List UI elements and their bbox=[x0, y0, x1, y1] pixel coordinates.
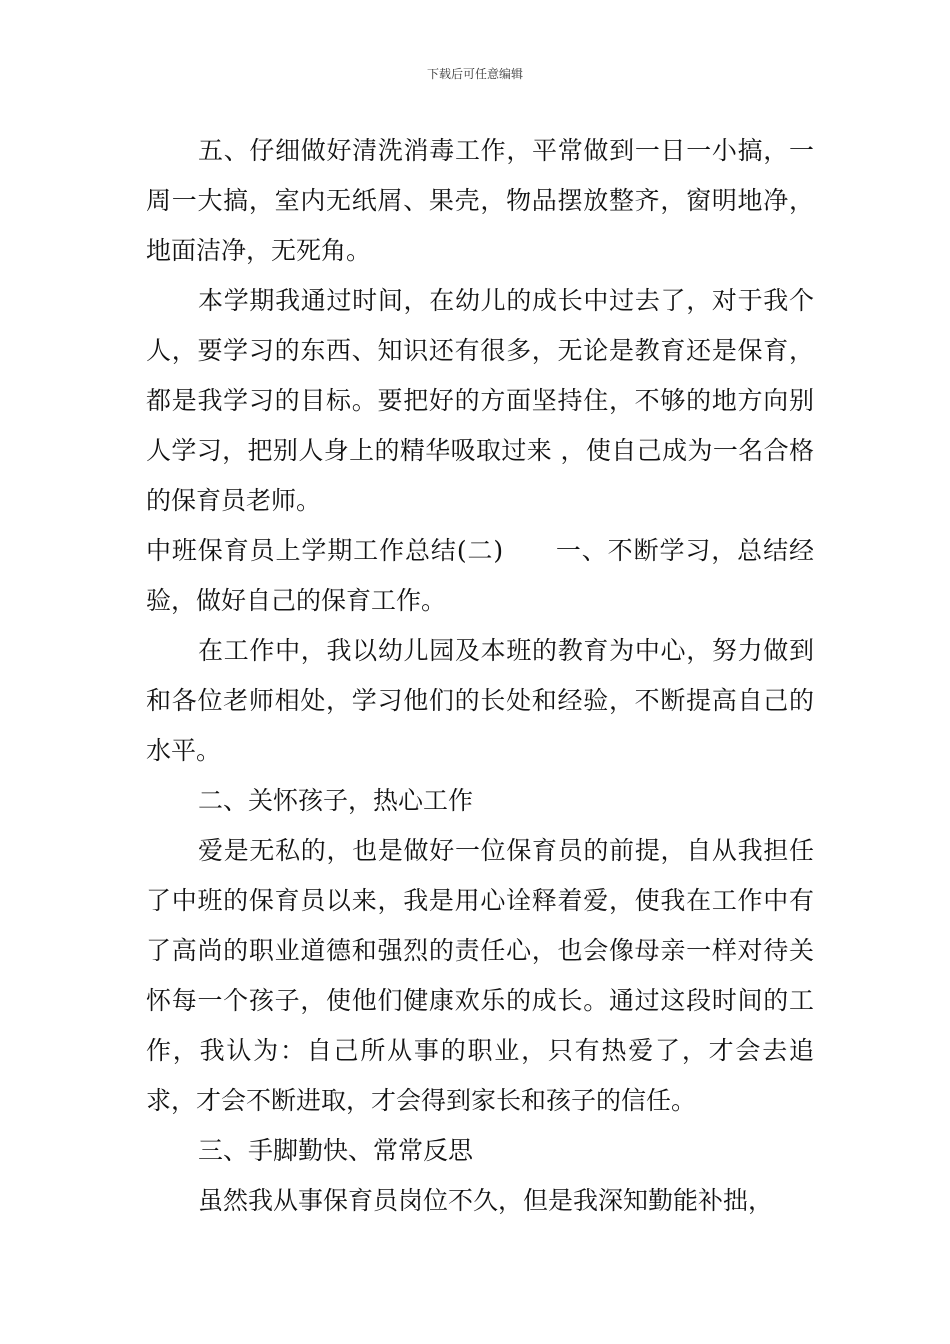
heading-diligence: 三、手脚勤快、常常反思 bbox=[198, 1136, 474, 1165]
paragraph-disinfection: 五、仔细做好清洗消毒工作，平常做到一日一小搞，一周一大搞，室内无纸屑、果壳，物品摆放整齐，窗明地净，地面洁净，无死角。 bbox=[146, 136, 814, 265]
paragraph-diligence: 虽然我从事保育员岗位不久，但是我深知勤能补拙， bbox=[198, 1186, 774, 1215]
heading-care-for-children: 二、关怀孩子，热心工作 bbox=[198, 786, 474, 815]
paragraph-semester-reflection: 本学期我通过时间，在幼儿的成长中过去了，对于我个人，要学习的东西、知识还有很多，无论是教育还是保育，都是我学习的目标。要把好的方面坚持住，不够的地方向别人学习，把别人身上的精华吸取过来 ，使自己成为一名合格的保育员老师。 bbox=[146, 286, 814, 515]
section-title-summary-two: 中班保育员上学期工作总结(二) 一、不断学习，总结经验，做好自己的保育工作。 bbox=[146, 536, 814, 615]
page-header: 下载后可任意编辑 bbox=[426, 67, 523, 81]
paragraph-learning: 在工作中，我以幼儿园及本班的教育为中心，努力做到和各位老师相处，学习他们的长处和经验，不断提高自己的水平。 bbox=[146, 636, 814, 765]
paragraph-love: 爱是无私的，也是做好一位保育员的前提，自从我担任了中班的保育员以来，我是用心诠释着爱，使我在工作中有了高尚的职业道德和强烈的责任心，也会像母亲一样对待关怀每一个孩子，使他们健康欢乐的成长。通过这段时间的工作，我认为：自己所从事的职业，只有热爱了，才会去追求，才会不断进取，才会得到家长和孩子的信任。 bbox=[146, 836, 814, 1115]
document-body bbox=[146, 126, 814, 1226]
